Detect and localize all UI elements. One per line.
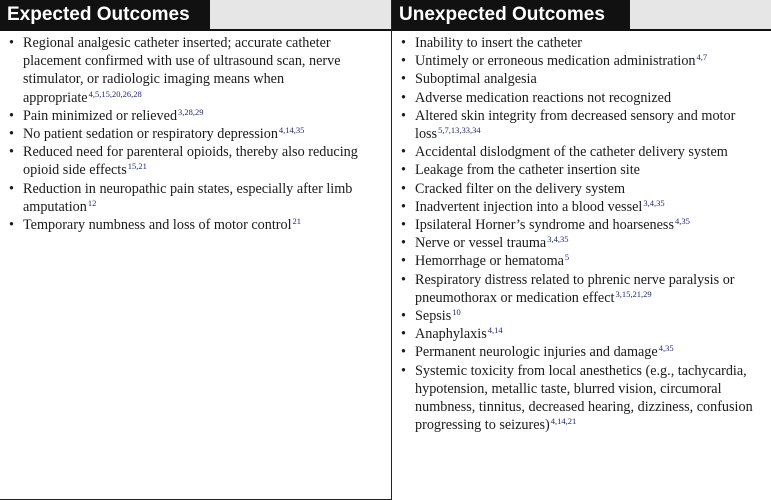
list-item — [392, 325, 771, 343]
list-item — [0, 216, 391, 234]
unexpected-outcomes-title: Unexpected Outcomes — [392, 0, 630, 29]
bullet-icon: • — [9, 107, 14, 124]
citation-ref: 4,14,21 — [550, 416, 577, 427]
item-text: Systemic toxicity from local anesthetics (e.g., tachycardia, hypotension, metallic taste, blurred vision, circumoral numbness, tinnitus, decreased hearing, dizziness, confusion progressing to seizures) — [415, 362, 753, 434]
item-text: Untimely or erroneous medication administration — [415, 53, 696, 70]
bullet-icon: • — [401, 344, 406, 361]
expected-outcomes-header — [0, 0, 391, 29]
bullet-icon: • — [401, 235, 406, 252]
citation-ref: 3,4,35 — [547, 234, 569, 245]
list-item — [392, 362, 771, 435]
item-text: Permanent neurologic injuries and damage — [415, 344, 658, 361]
item-text: Reduced need for parenteral opioids, thereby also reducing opioid side effects — [23, 144, 358, 179]
item-text: Leakage from the catheter insertion site — [415, 162, 640, 179]
list-item — [392, 271, 771, 307]
item-text: No patient sedation or respiratory depression — [23, 126, 278, 143]
bullet-icon: • — [401, 180, 406, 197]
item-text: Inability to insert the catheter — [415, 35, 583, 51]
list-item — [392, 34, 771, 52]
list-item — [392, 52, 771, 70]
citation-ref: 4,5,15,20,26,28 — [88, 88, 142, 99]
citation-ref: 3,4,35 — [643, 197, 665, 208]
bullet-icon: • — [9, 126, 14, 143]
list-item — [392, 234, 771, 252]
bullet-icon: • — [401, 217, 406, 234]
list-item — [392, 143, 771, 161]
list-item — [392, 89, 771, 107]
citation-ref: 4,14 — [487, 325, 503, 336]
item-text: Cracked filter on the delivery system — [415, 180, 625, 197]
citation-ref: 15,21 — [127, 161, 147, 172]
item-text: Nerve or vessel trauma — [415, 235, 547, 252]
item-text: Inadvertent injection into a blood vessel — [415, 198, 643, 215]
item-text: Accidental dislodgment of the catheter delivery system — [415, 144, 728, 161]
item-text: Temporary numbness and loss of motor control — [23, 217, 292, 234]
list-item — [392, 198, 771, 216]
item-text: Sepsis — [415, 308, 452, 325]
item-text: Regional analgesic catheter inserted; accurate catheter placement confirmed with use of ultrasound scan, nerve stimulator, or radiologic imaging means when appropriate — [23, 35, 341, 106]
list-item — [392, 252, 771, 270]
item-text: Suboptimal analgesia — [415, 71, 537, 88]
citation-ref: 4,14,35 — [278, 125, 305, 136]
bullet-icon: • — [9, 144, 14, 161]
bullet-icon: • — [401, 198, 406, 215]
bullet-icon: • — [9, 217, 14, 234]
bullet-icon: • — [401, 308, 406, 325]
bullet-icon: • — [401, 107, 406, 124]
list-item — [0, 180, 391, 216]
item-text: Altered skin integrity from decreased sensory and motor loss — [415, 107, 736, 143]
bullet-icon: • — [401, 53, 406, 70]
list-item — [392, 216, 771, 234]
citation-ref: 5 — [564, 252, 570, 263]
expected-outcomes-title: Expected Outcomes — [0, 0, 210, 29]
citation-ref: 12 — [87, 197, 97, 208]
citation-ref: 4,7 — [696, 52, 708, 63]
bullet-icon: • — [401, 326, 406, 343]
bullet-icon: • — [9, 180, 14, 197]
bullet-icon: • — [401, 362, 406, 379]
list-item — [392, 70, 771, 88]
bullet-icon: • — [9, 35, 14, 51]
citation-ref: 3,15,21,29 — [615, 288, 652, 299]
item-text: Ipsilateral Horner’s syndrome and hoarseness — [415, 217, 674, 234]
citation-ref: 4,35 — [658, 343, 674, 354]
item-text: Adverse medication reactions not recognized — [415, 89, 672, 106]
item-text: Pain minimized or relieved — [23, 107, 178, 124]
item-text: Anaphylaxis — [415, 326, 487, 343]
expected-outcomes-list — [0, 31, 391, 234]
unexpected-outcomes-list — [392, 31, 771, 434]
unexpected-outcomes-column — [392, 0, 771, 500]
citation-ref: 4,35 — [674, 216, 690, 227]
citation-ref: 10 — [452, 307, 461, 318]
list-item — [0, 125, 391, 143]
bullet-icon: • — [401, 71, 406, 88]
list-item — [0, 34, 391, 107]
list-item — [0, 143, 391, 179]
item-text: Hemorrhage or hematoma — [415, 253, 564, 270]
list-item — [392, 107, 771, 143]
item-text: Respiratory distress related to phrenic nerve paralysis or pneumothorax or medication effect — [415, 271, 735, 306]
list-item — [392, 180, 771, 198]
citation-ref: 5,7,13,33,34 — [438, 125, 481, 136]
list-item — [392, 307, 771, 325]
bullet-icon: • — [401, 253, 406, 270]
item-text: Reduction in neuropathic pain states, especially after limb amputation — [23, 180, 353, 215]
bullet-icon: • — [401, 89, 406, 106]
list-item — [0, 107, 391, 125]
citation-ref: 21 — [292, 216, 302, 227]
list-item — [392, 343, 771, 361]
bullet-icon: • — [401, 144, 406, 161]
citation-ref: 3,28,29 — [178, 106, 204, 117]
unexpected-outcomes-header — [392, 0, 771, 29]
bullet-icon: • — [401, 271, 406, 288]
list-item — [392, 161, 771, 179]
bullet-icon: • — [401, 35, 406, 51]
bullet-icon: • — [401, 162, 406, 179]
